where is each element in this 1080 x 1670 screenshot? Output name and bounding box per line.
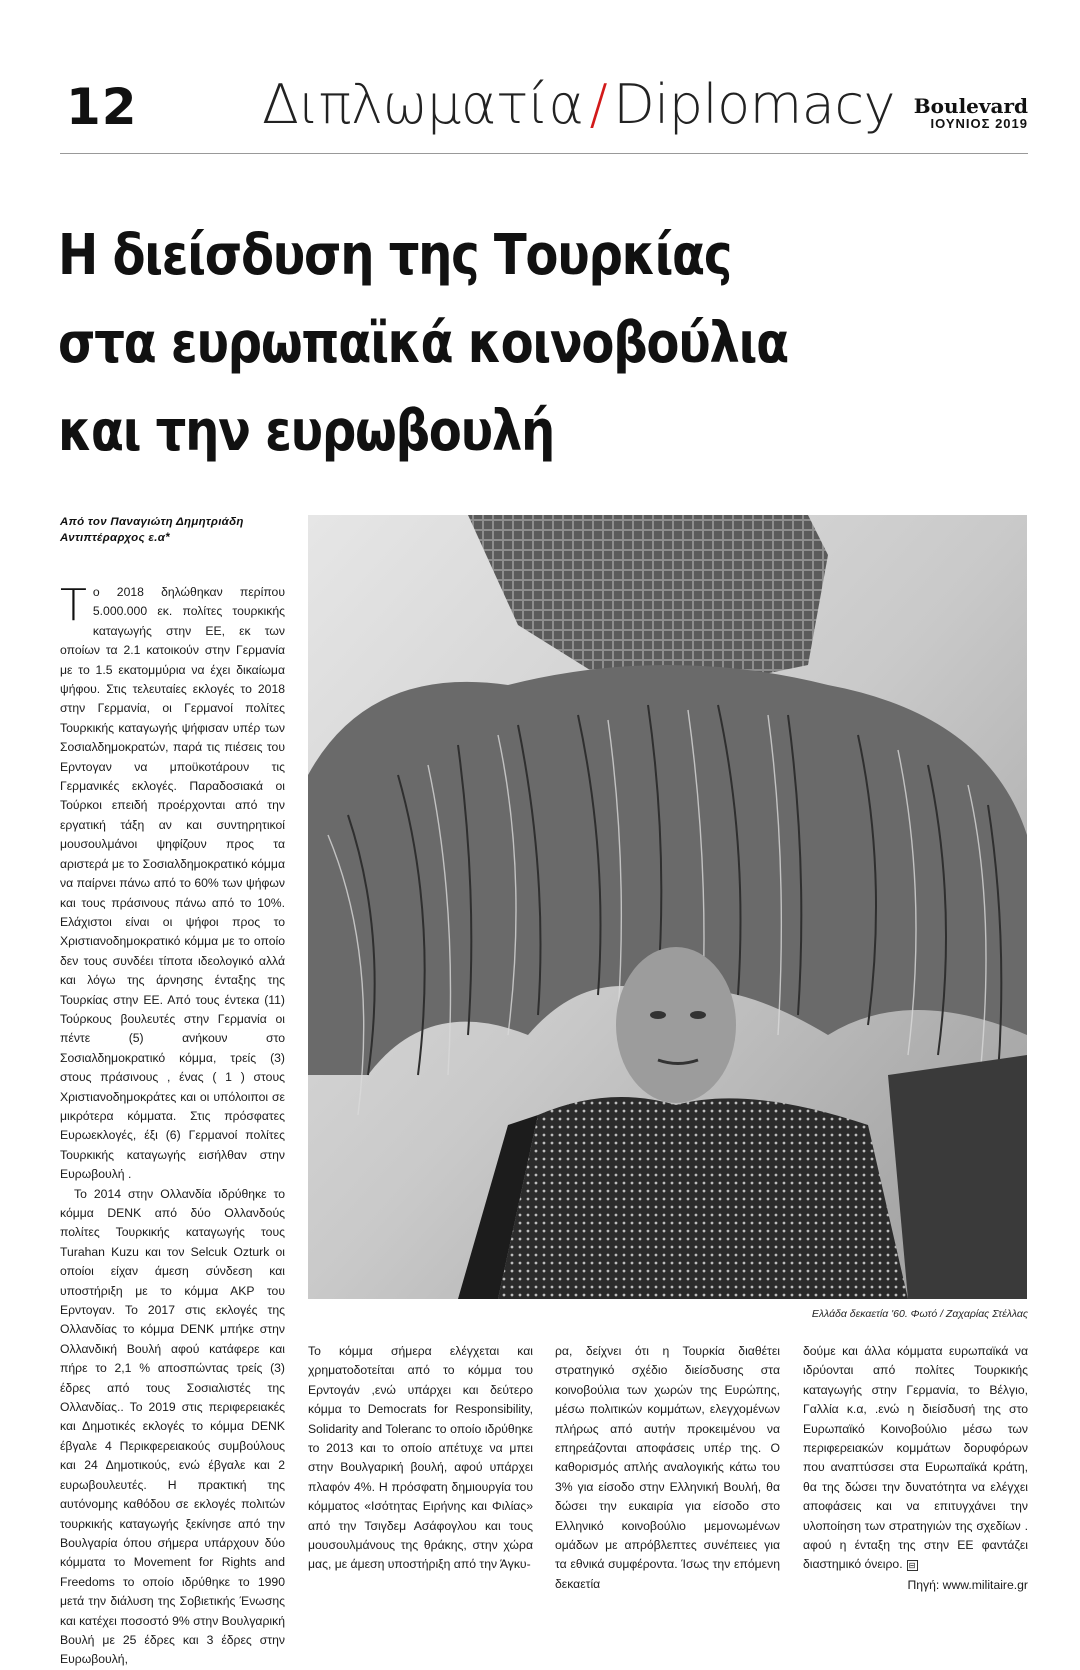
paragraph [60,580,285,1185]
publication-name: Boulevard [913,94,1028,118]
paragraph-text: δούμε και άλλα κόμματα ευρωπαϊκά να ιδρύονται από πολίτες Τουρκικής καταγωγής στην Γερμανία, το Βέλγιο, Γαλλία κ.α, .ενώ η διείσδυσή της στο Ευρωπαϊκό Κοινοβούλιο μέσω των περιφερειακών κομμάτων δορυφόρων που αναπτύσσει στα Ευρωπαϊκά κράτη, θα της δώσει την δυνατότητα να ελέγχει αποφάσεις και να επιτυγχάνει την υλοποίηση των στρατηγιών της σχεδίων . αφού η ένταξη της στην ΕΕ φαντάζει διαστημικό όνειρο. [803,1344,1028,1572]
section-title-greek: Διπλωματία [262,73,584,136]
drop-cap: Τ [60,580,87,631]
paragraph: Το κόμμα σήμερα ελέγχεται και χρηματοδοτείται από το κόμμα του Ερντογάν ,ενώ υπάρχει και δεύτερο κόμμα το Democrats for Responsibility, Solidarity and Toleranc το οποίο ιδρύθηκε το 2013 και το οποίο απέτυχε να μπει στην Βουλγαρική βουλή, αφού υπάρχει πλαφόν 4%. Η πρόσφατη δημιουργία του κόμματος «Ισότητας Ειρήνης και Φιλίας» από την Τσιγδεμ Ασάφογλου και τους μουσουλμάνους της θράκης, στην χώρα μας, με άμεση υποστήριξη από την Άγκυ- [308,1344,533,1572]
author-name: Από τον Παναγιώτη Δημητριάδη [60,516,244,528]
article-source: Πηγή: www.militaire.gr [907,1577,1028,1592]
paragraph: ρα, δείχνει ότι η Τουρκία διαθέτει στρατηγικό σχέδιο διείσδυσης στα κοινοβούλια των χωρών της Ευρώπης, μέσω πολιτικών κομμάτων, ελεγχομένων πλήρως από αυτήν προκειμένου να επηρεάζονται αποφάσεις υπέρ της. Ο καθορισμός απλής αναλογικής κάτω του 3% για είσοδο στην Ελληνική Βουλή, θα δώσει την ευκαιρία για είσοδο στο Ελληνικό κοινοβούλιο μεμονωμένων ομάδων με απρόβλεπτες συνέπειες για τα εθνικά συμφέροντα. Ίσως την επόμενη δεκαετία [555,1344,780,1591]
paragraph: Το 2014 στην Ολλανδία ιδρύθηκε το κόμμα DENK από δύο Ολλανδούς πολίτες Τουρκικής καταγωγής τους Turahan Kuzu και τον Selcuk Ozturk οι οποίοι είχαν άμεση σύνδεση και υποστήριξη με το κόμμα ΑΚΡ του Ερντογαν. Το 2017 στις εκλογές της Ολλανδίας το κόμμα DENK μπήκε στην Ολλανδική Βουλή αφού κατάφερε και πήρε το 2,1 % αποσπώντας τρείς (3) έδρες από τους Σοσιαλιστές της Ολλανδίας.. Το 2019 στις περιφερειακές και Δημοτικές εκλογές το κόμμα DENK έβγαλε 4 Περικφερειακούς συμβούλους και 24 Δημοτικούς, ενώ έβγαλε και 2 ευρωβουλευτές. Η πρακτική της αυτόνομης καθόδου σε εκλογές πολιτών τουρκικής καταγωγής ξεκίνησε από την Βουλγαρία όπου σήμερα υπάρχουν δύο κόμματα το Movement for Rights and Freedoms το οποίο ιδρύθηκε το 1990 μετά την διάλυση της Σοβιετικής Ένωσης και κατέχει ποσοστό 9% στην Βουλγαρική Βουλή με 25 έδρες και 3 έδρες στην Ευρωβουλή, [60,1186,285,1667]
end-of-article-icon: ⊟ [907,1560,918,1571]
headline-line-3: και την ευρωβουλή [58,399,555,464]
section-title-english: Diplomacy [613,73,895,136]
article-photo [308,515,1027,1299]
headline-line-2: στα ευρωπαϊκά κοινοβούλια [58,311,788,376]
photo-woman-carrying-grass [308,515,1027,1299]
paragraph-text: ο 2018 δηλώθηκαν περίπου 5.000.000 εκ. πολίτες τουρκικής καταγωγής στην ΕΕ, εκ των οποίων τα 2.1 κατοικούν στην Γερμανία με το 1.5 εκατομμύρια να έχει δικαίωμα ψήφου. Στις τελευταίες εκλογές το 2018 στην Γερμανία, οι Γερμανοί πολίτες Τουρκικής καταγωγής ψήφισαν υπέρ των Σοσιαλδημοκρατών, παρά τις πιέσεις του Ερντογαν να μποϋκοτάρουν τις Γερμανικές εκλογές. Παραδοσιακά οι Τούρκοι επειδή προέρχονται από την εργατική τάξη αν και συντηρητικοί μουσουλμάνοι ψηφίζουν προς τα αριστερά με το Σοσιαλδημοκρατικό κόμμα να παίρνει πάνω από το 60% των ψήφων και τους πράσινους πάνω από το 10%. Ελάχιστοι είναι οι ψήφοι προς το Χριστιανοδημοκρατικό κόμμα με το οποίο δεν τους συνδέει τίποτα ιδεολογικό αλλά και λόγω της άρνησης ένταξης της Τουρκίας στην ΕΕ. Από τους έντεκα (11) Τούρκους βουλευτές στην Γερμανία οι πέντε (5) ανήκουν στο Σοσιαλδημοκρατικό κόμμα, τρείς (3) στους πράσινους , ένας ( 1 ) στους Χριστιανοδημοκράτες και οι υπόλοιποι σε μικρότερα κόμματα. Στις πρόσφατες Ευρωεκλογές, έξι (6) Γερμανοί πολίτες Τουρκικής καταγωγής εισήλθαν στην Ευρωβουλή . [60,585,285,1182]
article-column-1 [60,580,285,1667]
page-number: 12 [66,78,138,136]
article-column-3 [555,1342,780,1594]
header-divider [60,153,1028,154]
byline [60,514,290,546]
paragraph [803,1342,1028,1575]
photo-caption: Ελλάδα δεκαετία '60. Φωτό / Ζαχαρίας Στέλλας [811,1308,1028,1320]
headline-line-1: Η διείσδυση της Τουρκίας [58,223,732,288]
article-column-4 [803,1342,1028,1595]
author-title: Αντιπτέραρχος ε.α* [60,532,170,544]
publication-brand [914,96,1028,131]
section-separator: / [589,73,608,136]
issue-date: ΙΟΥΝΙΟΣ 2019 [930,116,1028,131]
article-headline [58,212,788,476]
section-header [262,73,895,136]
article-column-2 [308,1342,533,1575]
